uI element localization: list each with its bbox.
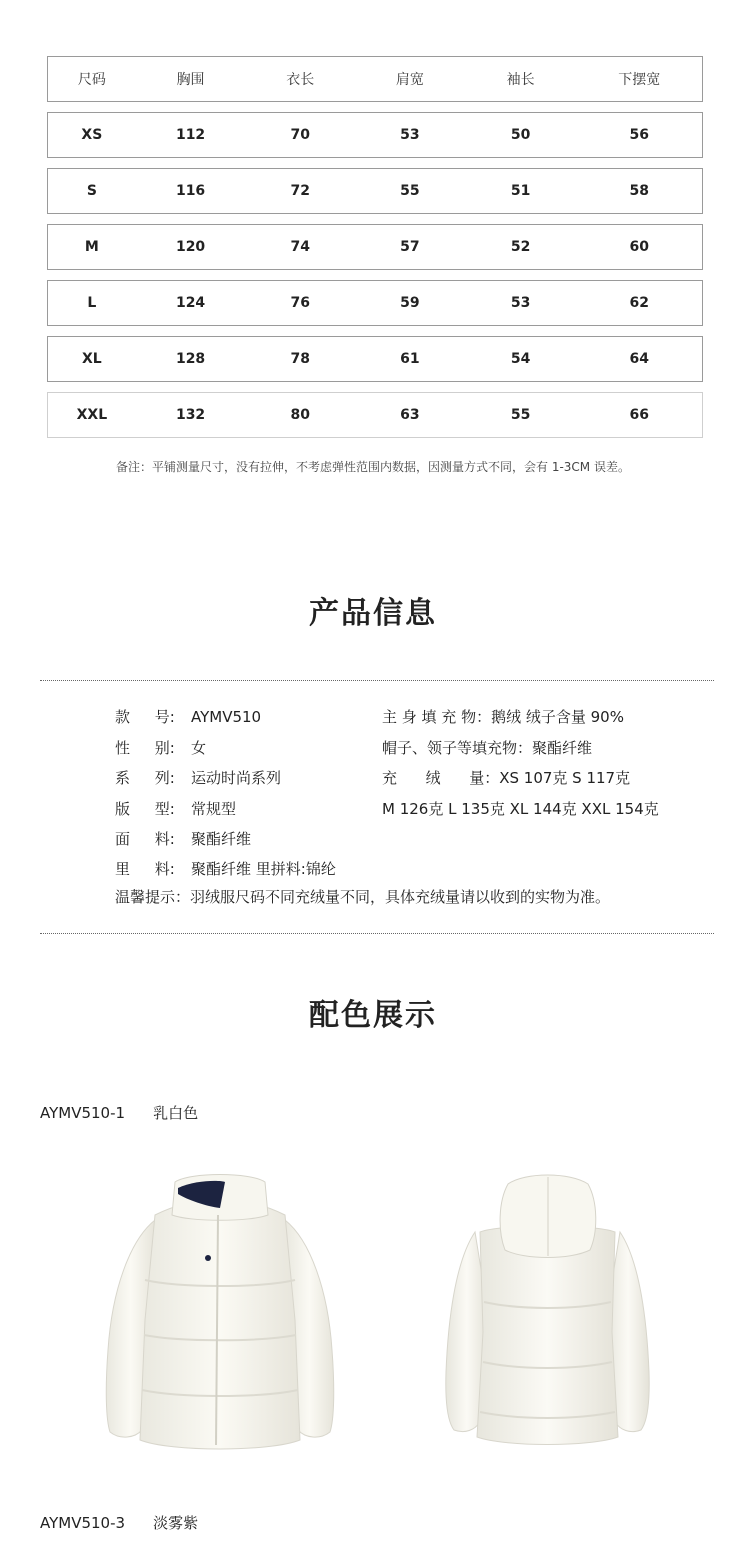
info-lining-row bbox=[115, 858, 336, 879]
cell-shoulder: 63 bbox=[400, 407, 420, 423]
cell-size: S bbox=[86, 183, 97, 199]
cell-hem: 62 bbox=[629, 295, 649, 311]
info-fit-label: 版 型: bbox=[115, 800, 175, 818]
info-filling-hood: 帽子、领子等填充物：聚酯纤维 bbox=[382, 739, 593, 757]
info-style-value: AYMV510 bbox=[191, 708, 262, 726]
variant-code: AYMV510-3 bbox=[40, 1514, 126, 1532]
cell-size: XXL bbox=[76, 407, 108, 423]
cell-size: XS bbox=[81, 127, 103, 143]
header-size: 尺码 bbox=[77, 72, 106, 88]
info-fabric-label: 面 料: bbox=[115, 830, 175, 848]
colors-title: 配色展示 bbox=[309, 998, 437, 1033]
header-length: 衣长 bbox=[286, 72, 315, 88]
product-info-title: 产品信息 bbox=[309, 596, 437, 631]
table-row bbox=[47, 336, 703, 382]
table-row bbox=[47, 392, 703, 438]
info-fabric-row bbox=[115, 828, 251, 849]
variant-color-name: 乳白色 bbox=[153, 1104, 199, 1122]
cell-chest: 124 bbox=[175, 295, 206, 311]
cell-hem: 60 bbox=[629, 239, 649, 255]
divider-bottom bbox=[40, 933, 714, 934]
info-fill-amount-2: M 126克 L 135克 XL 144克 XXL 154克 bbox=[382, 800, 659, 818]
variant-color-name: 淡雾紫 bbox=[153, 1514, 199, 1532]
info-fit-row bbox=[115, 798, 236, 819]
table-row bbox=[47, 168, 703, 214]
info-series-value: 运动时尚系列 bbox=[191, 769, 282, 787]
info-lining-value: 聚酯纤维 里拼料:锦纶 bbox=[191, 860, 336, 878]
size-table bbox=[47, 56, 703, 448]
cell-shoulder: 59 bbox=[400, 295, 420, 311]
table-row bbox=[47, 224, 703, 270]
cell-shoulder: 61 bbox=[400, 351, 420, 367]
divider-top bbox=[40, 680, 714, 681]
info-filling-main: 主 身 填 充 物：鹅绒 绒子含量 90% bbox=[382, 708, 624, 726]
jacket-back-image bbox=[440, 1172, 655, 1457]
cell-sleeve: 51 bbox=[510, 183, 531, 199]
cell-hem: 56 bbox=[629, 127, 649, 143]
info-fill-amount-label: 充 绒 量： bbox=[382, 769, 500, 787]
header-shoulder: 肩宽 bbox=[395, 72, 424, 88]
table-row bbox=[47, 112, 703, 158]
size-table-header bbox=[47, 56, 703, 102]
cell-chest: 120 bbox=[175, 239, 206, 255]
info-fill-amount-row bbox=[382, 767, 630, 788]
cell-length: 74 bbox=[290, 239, 310, 255]
cell-shoulder: 57 bbox=[400, 239, 420, 255]
info-gender-label: 性 别: bbox=[115, 739, 175, 757]
variant-label-3 bbox=[40, 1512, 198, 1533]
cell-hem: 64 bbox=[629, 351, 649, 367]
info-fabric-value: 聚酯纤维 bbox=[191, 830, 252, 848]
cell-hem: 58 bbox=[629, 183, 649, 199]
cell-length: 72 bbox=[290, 183, 310, 199]
info-fill-amount-1: XS 107克 S 117克 bbox=[499, 769, 631, 787]
cell-chest: 112 bbox=[175, 127, 206, 143]
cell-shoulder: 53 bbox=[400, 127, 420, 143]
info-tip: 温馨提示：羽绒服尺码不同充绒量不同，具体充绒量请以收到的实物为准。 bbox=[115, 888, 611, 906]
cell-sleeve: 55 bbox=[510, 407, 531, 423]
variant-code: AYMV510-1 bbox=[40, 1104, 126, 1122]
cell-size: M bbox=[84, 239, 99, 255]
cell-length: 78 bbox=[290, 351, 310, 367]
cell-size: L bbox=[87, 295, 97, 311]
variant-label-1 bbox=[40, 1102, 198, 1123]
header-chest: 胸围 bbox=[176, 72, 205, 88]
cell-sleeve: 53 bbox=[510, 295, 531, 311]
cell-chest: 128 bbox=[175, 351, 206, 367]
info-style-row bbox=[115, 706, 261, 727]
cell-length: 80 bbox=[290, 407, 310, 423]
info-gender-row bbox=[115, 737, 206, 758]
info-fit-value: 常规型 bbox=[191, 800, 237, 818]
header-hem: 下摆宽 bbox=[618, 72, 661, 88]
cell-size: XL bbox=[82, 351, 102, 367]
cell-length: 76 bbox=[290, 295, 310, 311]
cell-chest: 132 bbox=[175, 407, 206, 423]
cell-sleeve: 50 bbox=[510, 127, 531, 143]
jacket-front-image bbox=[100, 1170, 340, 1465]
cell-length: 70 bbox=[290, 127, 310, 143]
cell-chest: 116 bbox=[175, 183, 206, 199]
info-gender-value: 女 bbox=[191, 739, 207, 757]
size-note: 备注：平铺测量尺寸，没有拉伸，不考虑弹性范围内数据，因测量方式不同，会有 1-3CM 误差。 bbox=[116, 460, 630, 474]
header-sleeve: 袖长 bbox=[506, 72, 535, 88]
table-row bbox=[47, 280, 703, 326]
cell-sleeve: 52 bbox=[510, 239, 531, 255]
cell-sleeve: 54 bbox=[510, 351, 531, 367]
info-series-label: 系 列: bbox=[115, 769, 175, 787]
cell-shoulder: 55 bbox=[400, 183, 420, 199]
info-style-label: 款 号: bbox=[115, 708, 175, 726]
info-series-row bbox=[115, 767, 281, 788]
info-lining-label: 里 料: bbox=[115, 860, 175, 878]
cell-hem: 66 bbox=[629, 407, 649, 423]
